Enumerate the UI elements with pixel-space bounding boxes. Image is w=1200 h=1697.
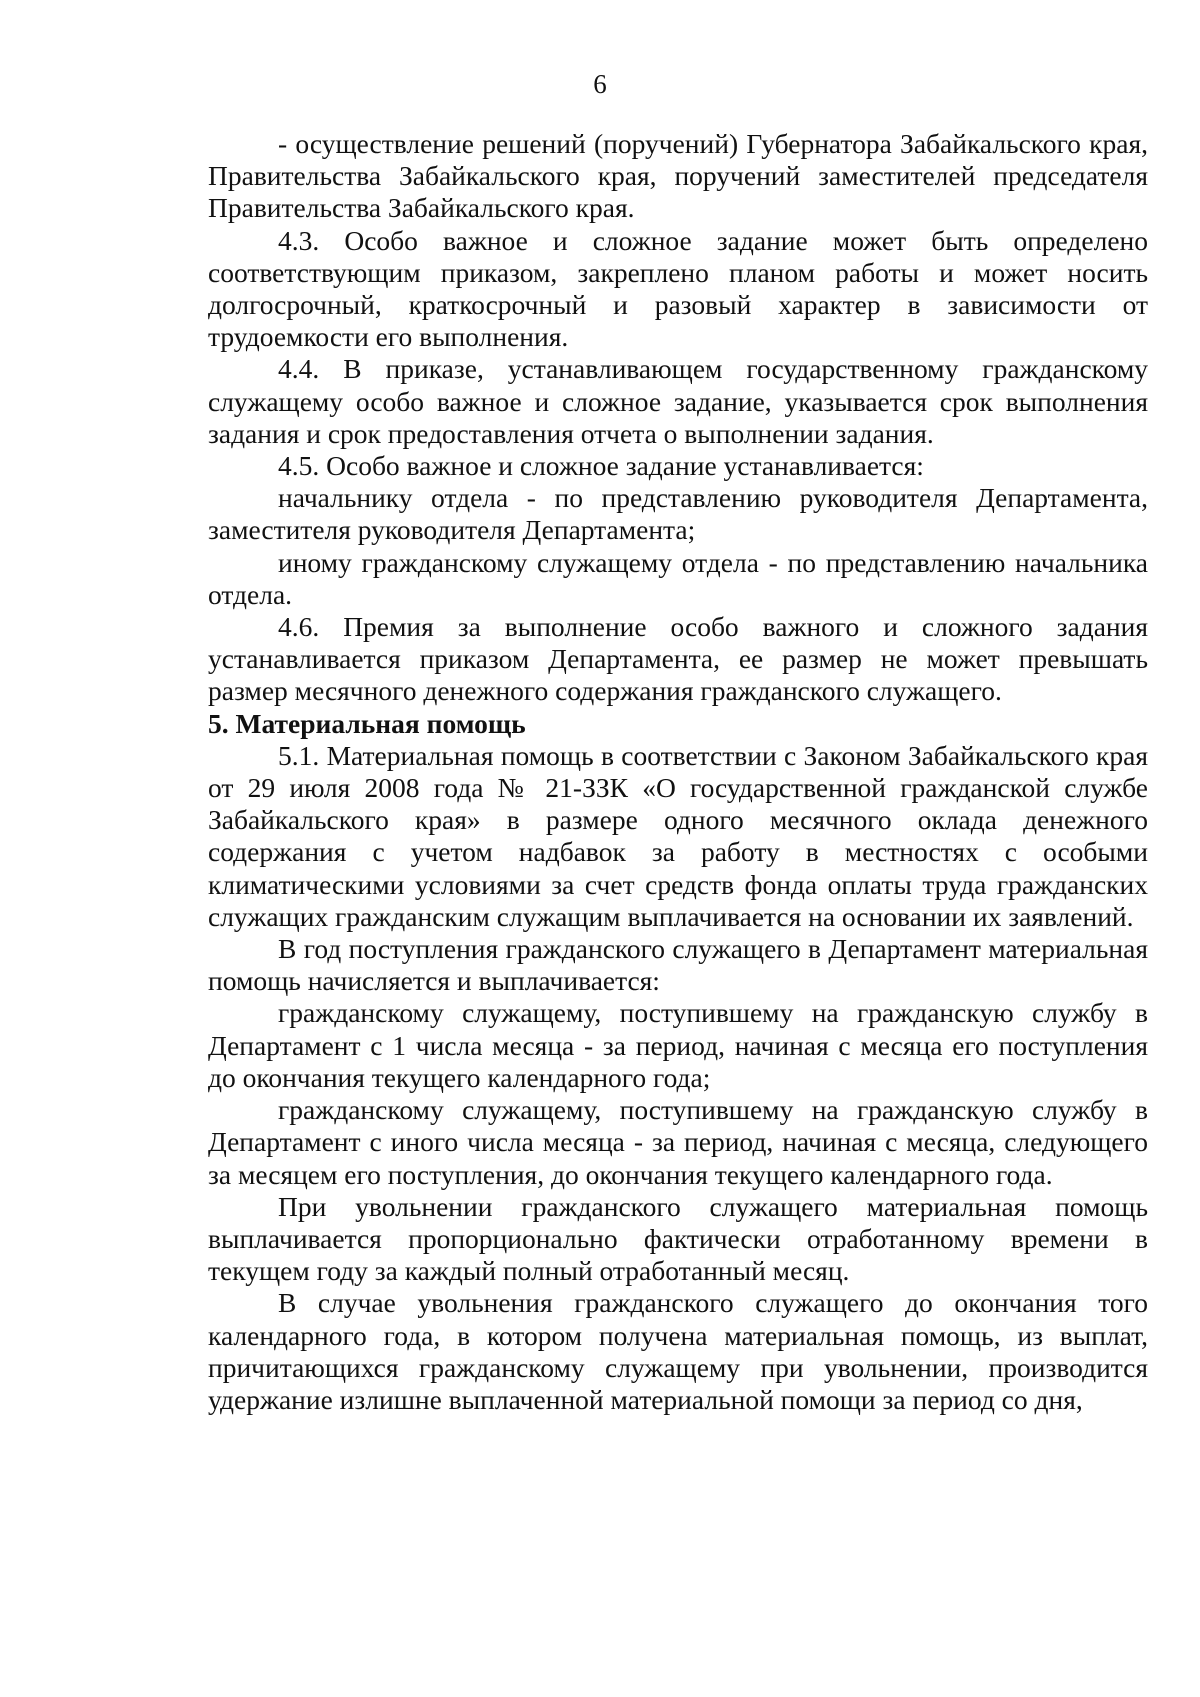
paragraph: 4.3. Особо важное и сложное задание может быть определено соответствующим приказом, закреплено планом работы и может носить долгосрочный, краткосрочный и разовый характер в зависимости от трудоемкости его выполнения. [208,224,1148,353]
paragraph: 5.1. Материальная помощь в соответствии с Законом Забайкальского края от 29 июля 2008 года № 21-ЗЗК «О государственной гражданской службе Забайкальского края» в размере одного месячного оклада денежного содержания с учетом надбавок за работу в местностях с особыми климатическими условиями за счет средств фонда оплаты труда гражданских служащих гражданским служащим выплачивается на основании их заявлений. [208,739,1148,932]
paragraph: начальнику отдела - по представлению руководителя Департамента, заместителя руководителя Департамента; [208,482,1148,546]
paragraph: В год поступления гражданского служащего в Департамент материальная помощь начисляется и выплачивается: [208,933,1148,997]
paragraph: гражданскому служащему, поступившему на гражданскую службу в Департамент с иного числа месяца - за период, начиная с месяца, следующего за месяцем его поступления, до окончания текущего календарного года. [208,1094,1148,1190]
paragraph: иному гражданскому служащему отдела - по представлению начальника отдела. [208,546,1148,610]
section-heading: 5. Материальная помощь [208,707,526,739]
paragraph: 4.5. Особо важное и сложное задание устанавливается: [278,450,924,482]
document-body [208,128,1148,1416]
paragraph: гражданскому служащему, поступившему на гражданскую службу в Департамент с 1 числа месяца - за период, начиная с месяца его поступления до окончания текущего календарного года; [208,997,1148,1093]
page-number: 6 [593,69,607,99]
paragraph: 4.4. В приказе, устанавливающем государственному гражданскому служащему особо важное и сложное задание, указывается срок выполнения задания и срок предоставления отчета о выполнении задания. [208,353,1148,449]
paragraph: В случае увольнения гражданского служащего до окончания того календарного года, в котором получена материальная помощь, из выплат, причитающихся гражданскому служащему при увольнении, производится удержание излишне выплаченной материальной помощи за период со дня, [208,1287,1148,1415]
paragraph: - осуществление решений (поручений) Губернатора Забайкальского края, Правительства Забайкальского края, поручений заместителей председателя Правительства Забайкальского края. [208,128,1148,224]
paragraph: 4.6. Премия за выполнение особо важного и сложного задания устанавливается приказом Департамента, ее размер не может превышать размер месячного денежного содержания гражданского служащего. [208,611,1148,707]
paragraph: При увольнении гражданского служащего материальная помощь выплачивается пропорционально фактически отработанному времени в текущем году за каждый полный отработанный месяц. [208,1190,1148,1287]
